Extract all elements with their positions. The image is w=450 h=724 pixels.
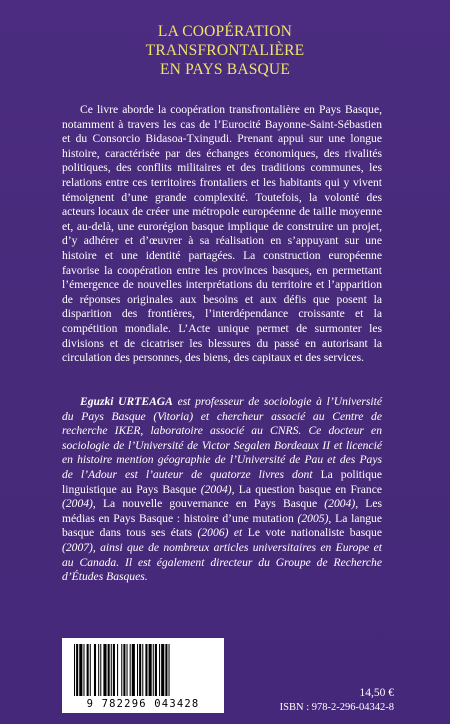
barcode-bar [137, 644, 138, 696]
book-title-5: La langue basque dans tous ses états [62, 511, 383, 540]
barcode-bar [87, 644, 89, 696]
barcode-bar [142, 644, 143, 696]
barcode-bars [72, 644, 214, 696]
book-title-2: La question basque en France [238, 482, 382, 496]
author-bio [62, 395, 382, 585]
barcode-bar [130, 644, 131, 696]
barcode-bar [108, 644, 110, 696]
book-title-4: Les médias en Pays Basque : histoire d’une mutation [62, 497, 382, 525]
book-title [0, 22, 450, 79]
title-line-3: EN PAYS BASQUE [159, 61, 290, 78]
barcode-bar [83, 644, 84, 696]
title-line-2: TRANSFRONTALIÈRE [145, 42, 305, 59]
book-year-1: (2004), [196, 482, 239, 496]
barcode-bar [169, 644, 170, 696]
barcode-bar [100, 644, 101, 696]
barcode [62, 638, 224, 713]
book-year-5: (2006) [192, 526, 234, 540]
barcode-bar [132, 644, 135, 696]
barcode-bar [113, 644, 115, 696]
isbn: ISBN : 978-2-296-04342-8 [279, 702, 394, 713]
barcode-bar [153, 644, 154, 696]
bio-and: et [233, 526, 248, 540]
book-title-6: Le vote nationaliste basque [247, 526, 382, 540]
barcode-bar [159, 644, 160, 696]
barcode-number: 9 782296 043428 [86, 698, 200, 710]
book-year-3: (2004), [317, 497, 366, 511]
summary-block [62, 103, 382, 366]
bio-text-1: est professeur de sociologie à l’Université du Pays Basque (Vitoria) et chercheur associé au Centre de recherche IKER, laboratoire associé au CNRS. Ce docteur en sociologie de l’Université de Victor Segalen Bordeaux II et licencié en histoire mention géographie de l’Université de Pau et des Pays de l’Adour est l’auteur de quatorze livres dont [62, 395, 382, 481]
barcode-bar [149, 644, 152, 696]
bio-paragraph [62, 395, 382, 585]
book-year-4: (2005), [293, 511, 336, 525]
book-year-2: (2004), [62, 497, 103, 511]
barcode-bar [155, 644, 157, 696]
barcode-bar [103, 644, 106, 696]
summary-paragraph: Ce livre aborde la coopération transfrontalière en Pays Basque, notamment à travers les cas de l’Eurocité Bayonne-Saint-Sébastien et du Consorcio Bidasoa-Txingudi. Prenant appui sur une longue histoire, caractérisée par des échanges économiques, des rivalités politiques, des conflits militaires et des traditions communes, les relations entre ces territoires frontaliers et les habitants qui y vivent témoignent d’une grande complexité. Toutefois, la volonté des acteurs locaux de créer une métropole européenne de taille moyenne et, au-delà, une eurorégion basque implique de construire un projet, d’y adhérer et d’œuvrer à sa réalisation en s’appuyant sur une histoire et une identité partagées. La construction européenne favorise la coopération entre les provinces basques, en permettant l’émergence de nouvelles interprétations du territoire et l’apparition de réponses originales aux besoins et aux défis que posent la disparition des frontières, l’interdépendance croissante et la compétition mondiale. L’Acte unique permet de surmonter les divisions et de cicatriser les blessures du passé en autorisant la circulation des personnes, des biens, des capitaux et des services. [62, 103, 382, 365]
book-title-3: La nouvelle gouvernance en Pays Basque [102, 497, 318, 511]
barcode-bar [123, 644, 125, 696]
barcode-bar [111, 644, 112, 696]
barcode-bar [94, 644, 96, 696]
barcode-bar [90, 644, 91, 696]
barcode-bar [74, 644, 75, 696]
author-name: Eguzki URTEAGA [80, 395, 173, 408]
barcode-bar [127, 644, 128, 696]
barcode-bar [121, 644, 122, 696]
barcode-bar [145, 644, 147, 696]
book-title-1: La politique linguistique au Pays Basque [62, 467, 382, 496]
barcode-bar [79, 644, 82, 696]
barcode-bar [76, 644, 78, 696]
barcode-bar [161, 644, 164, 696]
barcode-bar [165, 644, 167, 696]
barcode-bar [139, 644, 141, 696]
barcode-bar [98, 644, 99, 696]
title-line-1: LA COOPÉRATION [157, 23, 293, 40]
price: 14,50 € [359, 687, 394, 699]
barcode-bar [117, 644, 118, 696]
bio-text-end: (2007), ainsi que de nombreux articles universitaires en Europe et au Canada. Il est également directeur du Groupe de Recherche d’Études Basques. [62, 540, 382, 584]
